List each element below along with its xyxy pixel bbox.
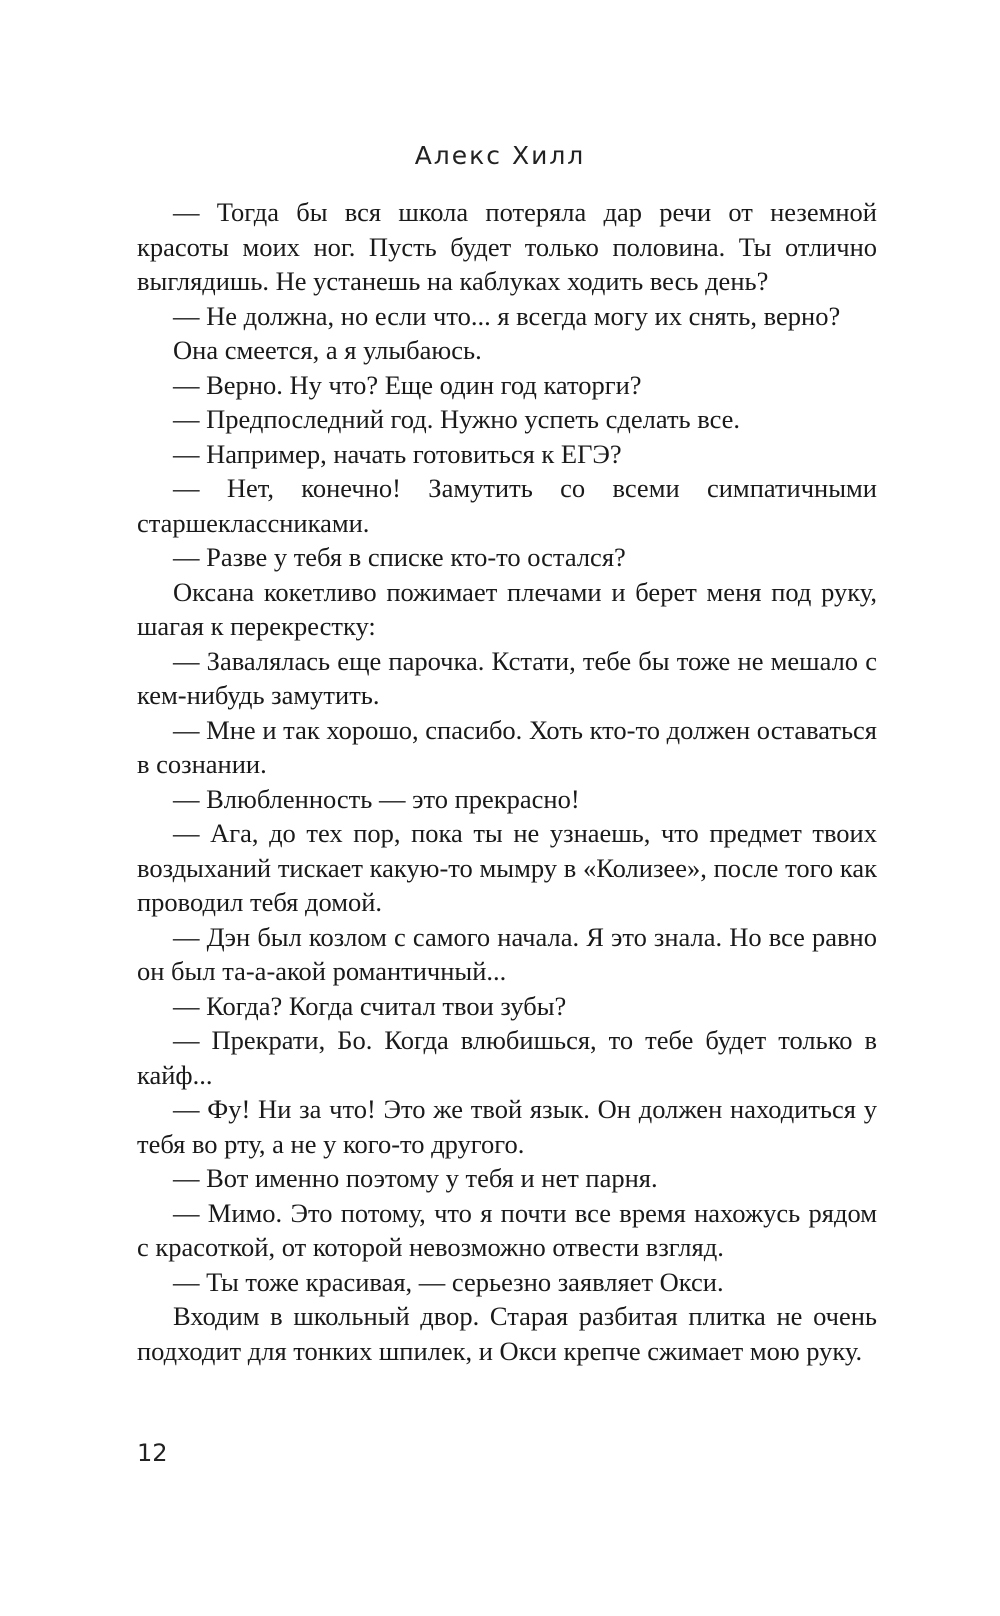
paragraph: — Не должна, но если что... я всегда могу их снять, верно? <box>173 300 841 331</box>
paragraph: — Вот именно поэтому у тебя и нет парня. <box>173 1163 658 1193</box>
paragraph: Входим в школьный двор. Старая разбитая плитка не очень подходит для тонких шпилек, и Окси крепче сжимает мою руку. <box>137 1301 877 1366</box>
paragraph: Она смеется, а я улыбаюсь. <box>173 335 482 365</box>
paragraph: Оксана кокетливо пожимает плечами и берет меня под руку, шагая к перекрестку: <box>137 576 877 641</box>
paragraph: — Мне и так хорошо, спасибо. Хоть кто-то должен оставаться в сознании. <box>137 714 877 779</box>
paragraph: — Когда? Когда считал твои зубы? <box>173 990 567 1021</box>
paragraph: — Фу! Ни за что! Это же твой язык. Он должен находиться у тебя во рту, а не у кого-то другого. <box>137 1094 877 1159</box>
paragraph: — Мимо. Это потому, что я почти все время нахожусь рядом с красоткой, от которой невозможно отвести взгляд. <box>137 1197 877 1262</box>
paragraph: — Предпоследний год. Нужно успеть сделать все. <box>173 404 741 434</box>
running-header-author: Алекс Хилл <box>414 141 586 170</box>
paragraph: — Тогда бы вся школа потеряла дар речи от неземной красоты моих ног. Пусть будет только половина. Ты отлично выглядишь. Не устанешь на каблуках ходить весь день? <box>137 197 877 296</box>
paragraph: — Прекрати, Бо. Когда влюбишься, то тебе будет только в кайф... <box>137 1025 877 1090</box>
paragraph: — Ты тоже красивая, — серьезно заявляет Окси. <box>173 1266 724 1297</box>
paragraph: — Нет, конечно! Замутить со всеми симпатичными старшеклассниками. <box>137 473 877 538</box>
paragraph: — Например, начать готовиться к ЕГЭ? <box>173 438 622 469</box>
paragraph: — Завалялась еще парочка. Кстати, тебе бы тоже не мешало с кем-нибудь замутить. <box>137 645 877 710</box>
paragraph: — Дэн был козлом с самого начала. Я это знала. Но все равно он был та-а-акой романтичный... <box>137 921 877 986</box>
paragraph: — Ага, до тех пор, пока ты не узнаешь, что предмет твоих воздыханий тискает какую-то мымру в «Колизее», после того как проводил тебя домой. <box>137 818 877 917</box>
page-number: 12 <box>137 1439 168 1467</box>
paragraph: — Разве у тебя в списке кто-то остался? <box>173 542 626 572</box>
body-text <box>137 195 877 1368</box>
paragraph: — Влюбленность — это прекрасно! <box>173 783 580 814</box>
paragraph: — Верно. Ну что? Еще один год каторги? <box>173 369 642 400</box>
